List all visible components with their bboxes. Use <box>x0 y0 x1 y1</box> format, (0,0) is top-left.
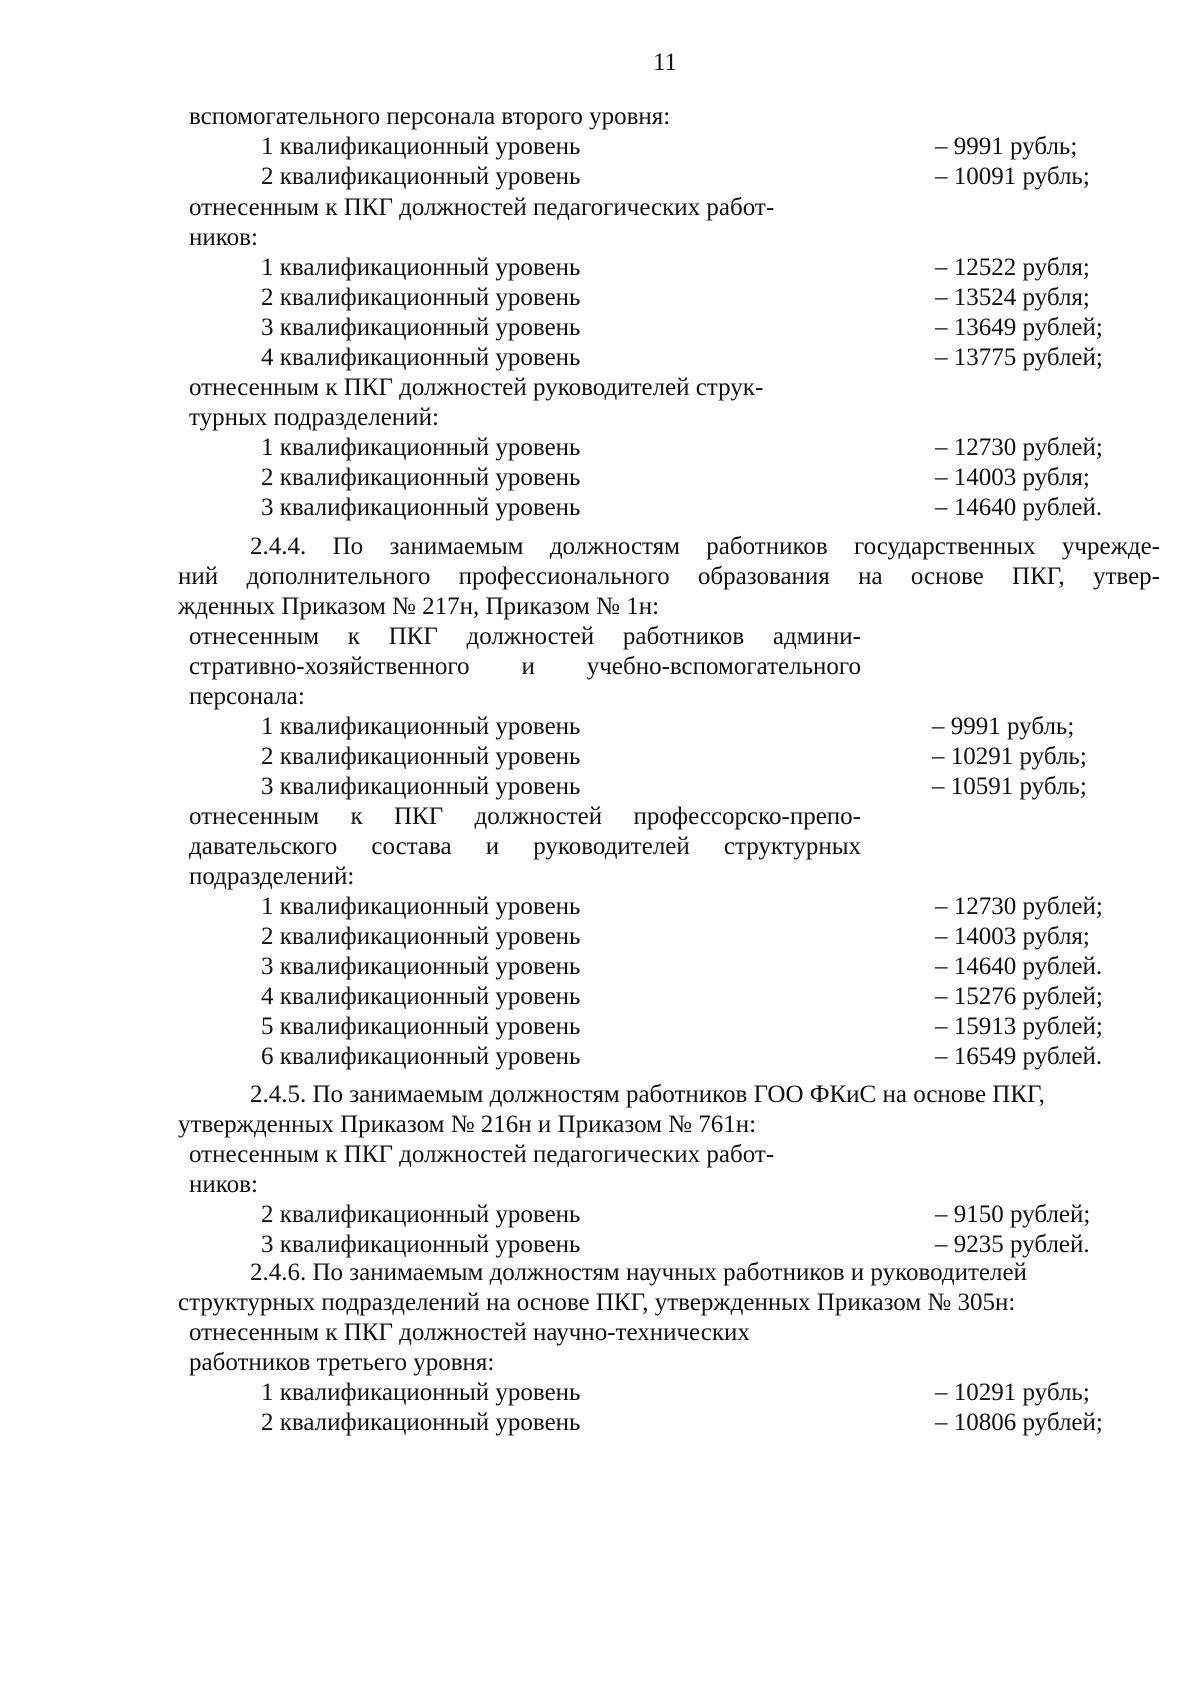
paragraph-line: ний дополнительного профессионального образования на основе ПКГ, утвер- <box>178 563 1160 590</box>
paragraph-line: работников третьего уровня: <box>189 1349 495 1376</box>
salary-value: – 10291 рубль; <box>935 1379 1090 1406</box>
paragraph-line: турных подразделений: <box>189 404 439 431</box>
level-label: 2 квалификационный уровень <box>261 284 581 311</box>
salary-value: – 10591 рубль; <box>932 773 1087 800</box>
paragraph-line: ников: <box>189 224 258 251</box>
paragraph-line: подразделений: <box>189 863 355 890</box>
paragraph-line: отнесенным к ПКГ должностей руководителей струк- <box>189 374 764 401</box>
salary-value: – 14640 рублей. <box>935 494 1103 521</box>
paragraph-line: отнесенным к ПКГ должностей профессорско-препо- <box>189 803 861 830</box>
paragraph-line: персонала: <box>189 683 305 710</box>
salary-value: – 13524 рубля; <box>935 284 1090 311</box>
level-label: 1 квалификационный уровень <box>261 434 581 461</box>
paragraph-line: отнесенным к ПКГ должностей педагогических работ- <box>189 194 775 221</box>
salary-value: – 9991 рубль; <box>932 713 1075 740</box>
salary-value: – 15276 рублей; <box>935 983 1103 1010</box>
salary-value: – 16549 рублей. <box>935 1043 1103 1070</box>
level-label: 2 квалификационный уровень <box>261 464 581 491</box>
level-label: 1 квалификационный уровень <box>261 893 581 920</box>
salary-value: – 10291 рубль; <box>932 743 1087 770</box>
paragraph-line: 2.4.5. По занимаемым должностям работников ГОО ФКиС на основе ПКГ, <box>250 1081 1045 1108</box>
paragraph-line: отнесенным к ПКГ должностей научно-технических <box>189 1319 750 1346</box>
paragraph-line: утвержденных Приказом № 216н и Приказом № 761н: <box>178 1111 757 1138</box>
salary-value: – 12730 рублей; <box>935 434 1103 461</box>
salary-value: – 12522 рубля; <box>935 254 1090 281</box>
level-label: 3 квалификационный уровень <box>261 1231 581 1258</box>
salary-value: – 9150 рублей; <box>935 1201 1091 1228</box>
level-label: 1 квалификационный уровень <box>261 254 581 281</box>
salary-value: – 9991 рубль; <box>935 133 1078 160</box>
level-label: 2 квалификационный уровень <box>261 1409 581 1436</box>
salary-value: – 10806 рублей; <box>935 1409 1103 1436</box>
salary-value: – 12730 рублей; <box>935 893 1103 920</box>
level-label: 4 квалификационный уровень <box>261 983 581 1010</box>
paragraph-line: давательского состава и руководителей структурных <box>189 833 861 860</box>
page-number: 11 <box>652 49 678 76</box>
level-label: 2 квалификационный уровень <box>261 163 581 190</box>
paragraph-line: ников: <box>189 1171 258 1198</box>
paragraph-line: отнесенным к ПКГ должностей работников админи- <box>189 623 861 650</box>
level-label: 1 квалификационный уровень <box>261 1379 581 1406</box>
paragraph-line: 2.4.6. По занимаемым должностям научных работников и руководителей <box>250 1259 1027 1286</box>
level-label: 3 квалификационный уровень <box>261 953 581 980</box>
salary-value: – 14640 рублей. <box>935 953 1103 980</box>
salary-value: – 14003 рубля; <box>935 464 1090 491</box>
salary-value: – 13775 рублей; <box>935 344 1103 371</box>
salary-value: – 13649 рублей; <box>935 314 1103 341</box>
level-label: 3 квалификационный уровень <box>261 773 581 800</box>
level-label: 2 квалификационный уровень <box>261 923 581 950</box>
level-label: 5 квалификационный уровень <box>261 1013 581 1040</box>
level-label: 2 квалификационный уровень <box>261 1201 581 1228</box>
salary-value: – 9235 рублей. <box>935 1231 1090 1258</box>
salary-value: – 15913 рублей; <box>935 1013 1103 1040</box>
paragraph-line: вспомогательного персонала второго уровня: <box>189 103 671 130</box>
level-label: 4 квалификационный уровень <box>261 344 581 371</box>
level-label: 3 квалификационный уровень <box>261 494 581 521</box>
paragraph-line: стративно-хозяйственного и учебно-вспомогательного <box>189 653 861 680</box>
paragraph-line: отнесенным к ПКГ должностей педагогических работ- <box>189 1141 775 1168</box>
paragraph-line: структурных подразделений на основе ПКГ, утвержденных Приказом № 305н: <box>178 1289 1016 1316</box>
level-label: 2 квалификационный уровень <box>261 743 581 770</box>
level-label: 3 квалификационный уровень <box>261 314 581 341</box>
paragraph-line: жденных Приказом № 217н, Приказом № 1н: <box>178 593 660 620</box>
level-label: 6 квалификационный уровень <box>261 1043 581 1070</box>
salary-value: – 14003 рубля; <box>935 923 1090 950</box>
level-label: 1 квалификационный уровень <box>261 713 581 740</box>
salary-value: – 10091 рубль; <box>935 163 1090 190</box>
level-label: 1 квалификационный уровень <box>261 133 581 160</box>
paragraph-line: 2.4.4. По занимаемым должностям работников государственных учрежде- <box>250 533 1160 560</box>
